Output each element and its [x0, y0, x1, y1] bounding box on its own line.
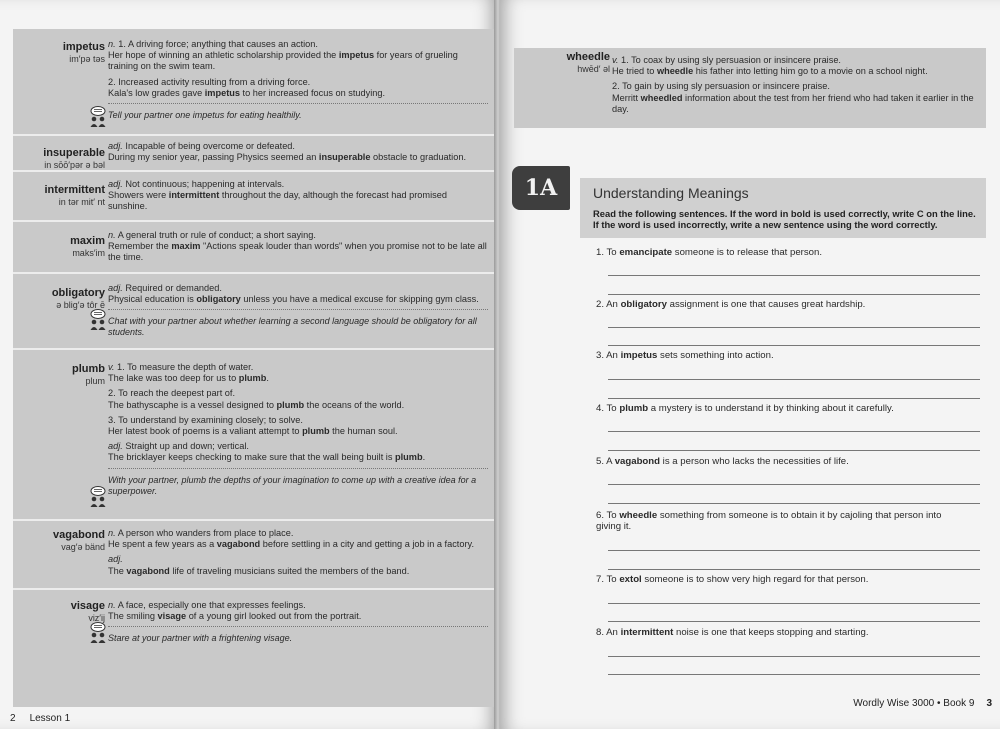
- entry-word: [13, 529, 105, 553]
- partner-talk-icon: [89, 106, 107, 128]
- definitions: [108, 230, 488, 268]
- headword: wheedle: [566, 51, 610, 63]
- definitions: [612, 55, 980, 119]
- question-8: 8. An intermittent noise is one that keeps stopping and starting.: [596, 627, 869, 638]
- answer-line[interactable]: [608, 275, 980, 276]
- question-3: 3. An impetus sets something into action.: [596, 350, 774, 361]
- entry-word: [13, 41, 105, 65]
- pronunciation: plum: [85, 376, 105, 386]
- sense: n. A general truth or rule of conduct; a short saying. Remember the maxim "Actions speak louder than words" when you promise not to be late all the time.: [108, 230, 487, 263]
- sense: n. 1. A driving force; anything that causes an action. Her hope of winning an athletic scholarship provided the impetus for years of grueling training on the swim team.: [108, 39, 458, 72]
- left-page-number: 2: [10, 713, 16, 724]
- sense: 3. To understand by examining closely; to solve. Her latest book of poems is a valiant attempt to plumb the human soul.: [108, 414, 398, 437]
- sense: adj. Incapable of being overcome or defeated. During my senior year, passing Physics seemed an insuperable obstacle to graduation.: [108, 141, 466, 163]
- entry-obligatory: [13, 274, 495, 350]
- pronunciation: hwēd′ əl: [577, 64, 610, 74]
- sense: v. 1. To measure the depth of water. The lake was too deep for us to plumb.: [108, 362, 269, 384]
- section-instructions: Read the following sentences. If the word in bold is used correctly, write C on the line. If the word is used incorrectly, write a new sentence using the word correctly.: [593, 208, 976, 230]
- sense: adj. Required or demanded. Physical education is obligatory unless you have a medical excuse for skipping gym class.: [108, 283, 479, 305]
- answer-line[interactable]: [608, 503, 980, 504]
- lesson-label: Lesson 1: [29, 713, 71, 724]
- section-header: [580, 178, 986, 238]
- sense: 2. To gain by using sly persuasion or insincere praise. Merritt wheedled information about the test from her friend who had taken it earlier in the day.: [612, 81, 974, 114]
- partner-talk-icon: [89, 309, 107, 331]
- answer-line[interactable]: [608, 450, 980, 451]
- headword: intermittent: [44, 184, 105, 196]
- question-5: 5. A vagabond is a person who lacks the necessities of life.: [596, 456, 849, 467]
- section-badge: 1A: [512, 166, 570, 210]
- partner-prompt: Chat with your partner about whether learning a second language should be obligatory for all students.: [108, 309, 488, 338]
- question-2: 2. An obligatory assignment is one that causes great hardship.: [596, 299, 866, 310]
- word-list-box: [13, 29, 495, 707]
- entry-impetus: [13, 29, 495, 136]
- question-6: 6. To wheedle something from someone is to obtain it by cajoling that person into giving it.: [596, 510, 942, 532]
- answer-line[interactable]: [608, 379, 980, 380]
- answer-line[interactable]: [608, 621, 980, 622]
- pronunciation: vag′ə bänd: [61, 542, 105, 552]
- answer-line[interactable]: [608, 674, 980, 675]
- definitions: [108, 141, 488, 167]
- answer-line[interactable]: [608, 345, 980, 346]
- question-4: 4. To plumb a mystery is to understand it by thinking about it carefully.: [596, 403, 894, 414]
- pronunciation: im′pə təs: [69, 54, 105, 64]
- partner-prompt: Stare at your partner with a frightening visage.: [108, 626, 488, 644]
- sense: adj. Straight up and down; vertical. The bricklayer keeps checking to make sure that the wall being built is plumb.: [108, 441, 426, 463]
- entry-insuperable: [13, 136, 495, 172]
- headword: maxim: [70, 235, 105, 247]
- entry-word: [13, 363, 105, 387]
- sense: adj. The vagabond life of traveling musicians suited the members of the band.: [108, 554, 410, 576]
- definitions: [108, 283, 488, 338]
- answer-line[interactable]: [608, 550, 980, 551]
- definitions: [108, 362, 488, 497]
- entry-word: [13, 287, 105, 311]
- partner-talk-icon: [89, 486, 107, 508]
- right-page: [500, 0, 1000, 729]
- entry-plumb: [13, 350, 495, 521]
- section-title: Understanding Meanings: [593, 185, 749, 201]
- answer-line[interactable]: [608, 398, 980, 399]
- entry-word: [13, 147, 105, 171]
- entry-visage: [13, 590, 495, 707]
- pronunciation: in tər mit′ nt: [58, 197, 105, 207]
- partner-prompt: Tell your partner one impetus for eating healthily.: [108, 103, 488, 121]
- entry-wheedle: [514, 48, 986, 128]
- definitions: [108, 600, 488, 644]
- left-page-footer: [10, 713, 84, 724]
- headword: impetus: [62, 41, 105, 53]
- sense: v. 1. To coax by using sly persuasion or insincere praise. He tried to wheedle his father into letting him go to a movie on a school night.: [612, 55, 928, 77]
- headword: obligatory: [51, 287, 105, 299]
- answer-line[interactable]: [608, 656, 980, 657]
- sense: 2. Increased activity resulting from a driving force. Kala's low grades gave impetus to her increased focus on studying.: [108, 76, 386, 98]
- sense: adj. Not continuous; happening at intervals. Showers were intermittent throughout the day, although the forecast had promised sunshine.: [108, 179, 447, 212]
- definitions: [108, 39, 488, 121]
- book-title: Wordly Wise 3000 • Book 9: [853, 698, 975, 709]
- definitions: [108, 528, 488, 581]
- pronunciation: viz′ij: [88, 613, 105, 623]
- partner-talk-icon: [89, 622, 107, 644]
- entry-vagabond: [13, 521, 495, 590]
- entry-maxim: [13, 222, 495, 274]
- answer-line[interactable]: [608, 569, 980, 570]
- entry-word: [13, 600, 105, 624]
- headword: plumb: [72, 363, 105, 375]
- pronunciation: maks′im: [72, 248, 105, 258]
- answer-line[interactable]: [608, 484, 980, 485]
- answer-line[interactable]: [608, 327, 980, 328]
- headword: vagabond: [53, 529, 105, 541]
- definitions: [108, 179, 488, 217]
- entry-word: [514, 51, 610, 75]
- entry-intermittent: [13, 172, 495, 222]
- right-page-number: 3: [986, 698, 992, 709]
- headword: visage: [70, 600, 105, 612]
- answer-line[interactable]: [608, 603, 980, 604]
- partner-prompt: With your partner, plumb the depths of your imagination to come up with a creative idea for a superpower.: [108, 468, 488, 497]
- entry-word: [13, 184, 105, 208]
- left-page: [0, 0, 496, 729]
- question-1: 1. To emancipate someone is to release that person.: [596, 247, 822, 258]
- right-page-footer: [853, 698, 992, 709]
- sense: n. A person who wanders from place to place. He spent a few years as a vagabond before settling in a city and getting a job in a factory.: [108, 528, 474, 550]
- pronunciation: ə blig′ə tôr ē: [56, 300, 105, 310]
- answer-line[interactable]: [608, 431, 980, 432]
- answer-line[interactable]: [608, 294, 980, 295]
- pronunciation: in sōō′pər ə bəl: [44, 160, 105, 170]
- sense: n. A face, especially one that expresses feelings. The smiling visage of a young girl looked out from the portrait.: [108, 600, 362, 622]
- question-7: 7. To extol someone is to show very high regard for that person.: [596, 574, 869, 585]
- headword: insuperable: [43, 147, 105, 159]
- sense: 2. To reach the deepest part of. The bathyscaphe is a vessel designed to plumb the oceans of the world.: [108, 388, 405, 410]
- entry-word: [13, 235, 105, 259]
